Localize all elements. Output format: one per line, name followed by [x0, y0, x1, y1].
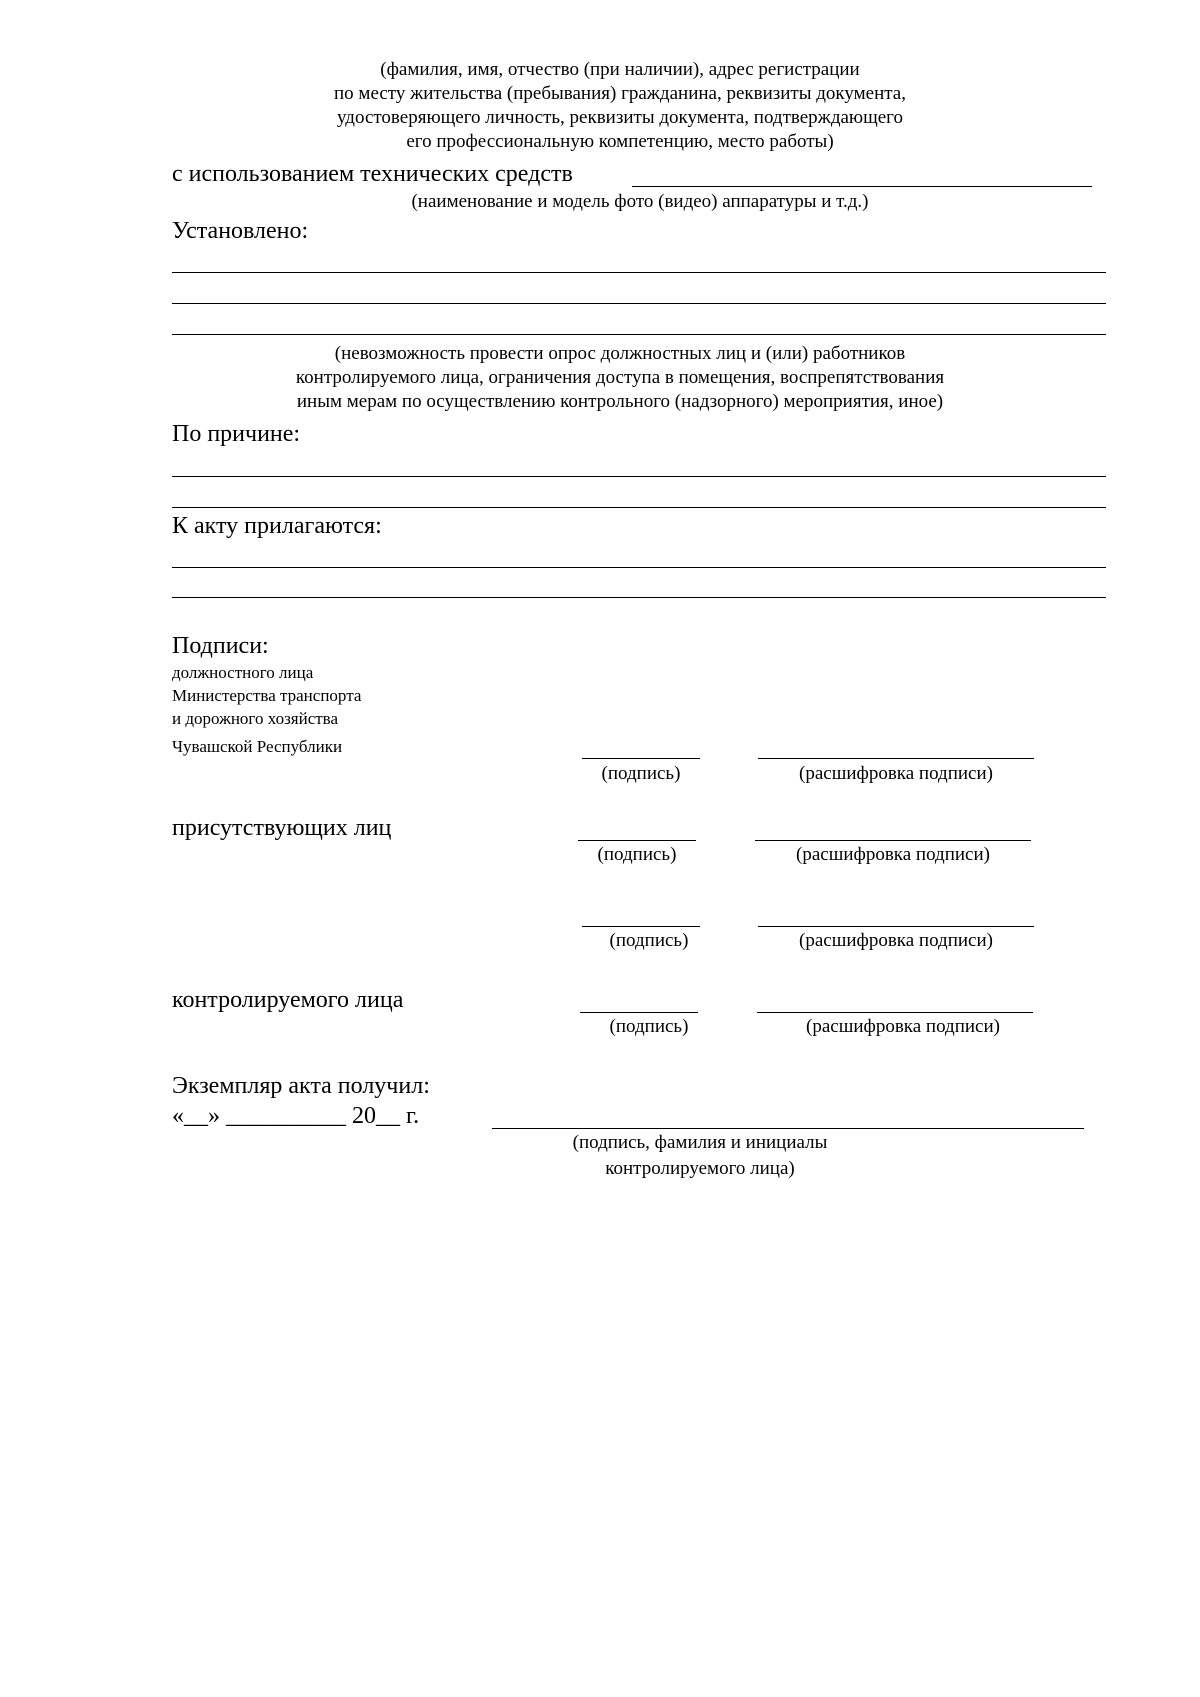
established-caption-line-3: иным мерам по осуществлению контрольного (надзорного) мероприятия, иное) — [296, 391, 944, 412]
signatures-title: Подписи: — [172, 633, 269, 659]
header-caption-line-4: его профессиональную компетенцию, место работы) — [406, 131, 834, 152]
reason-line-2 — [172, 507, 1106, 508]
attachments-label: К акту прилагаются: — [172, 513, 382, 539]
present-decode-line-2 — [758, 926, 1034, 927]
official-decode-line — [758, 758, 1034, 759]
reason-label: По причине: — [172, 421, 301, 447]
official-signature-caption: (подпись) — [601, 763, 681, 784]
official-signature-line — [582, 758, 700, 759]
controlled-signature-line — [580, 1012, 698, 1013]
controlled-signature-caption: (подпись) — [609, 1016, 689, 1037]
receipt-caption-line-1: (подпись, фамилия и инициалы — [572, 1132, 828, 1153]
receipt-caption-line-2: контролируемого лица) — [605, 1158, 795, 1179]
present-signature-line-2 — [582, 926, 700, 927]
official-line-3: и дорожного хозяйства — [172, 709, 339, 728]
present-decode-caption-2: (расшифровка подписи) — [799, 930, 993, 951]
tech-means-line — [632, 186, 1092, 187]
present-signature-caption-2: (подпись) — [609, 930, 689, 951]
receipt-date-line: «__» __________ 20__ г. — [172, 1103, 420, 1129]
attachments-line-2 — [172, 597, 1106, 598]
present-decode-line-1 — [755, 840, 1031, 841]
attachments-line-1 — [172, 567, 1106, 568]
receipt-label: Экземпляр акта получил: — [172, 1073, 430, 1099]
official-decode-caption: (расшифровка подписи) — [799, 763, 993, 784]
controlled-decode-caption: (расшифровка подписи) — [806, 1016, 1000, 1037]
established-label: Установлено: — [172, 218, 309, 244]
established-line-3 — [172, 334, 1106, 335]
established-line-2 — [172, 303, 1106, 304]
established-caption-line-2: контролируемого лица, ограничения доступа в помещения, воспрепятствования — [295, 367, 945, 388]
tech-means-caption: (наименование и модель фото (видео) аппаратуры и т.д.) — [411, 191, 869, 212]
header-caption-line-1: (фамилия, имя, отчество (при наличии), адрес регистрации — [380, 59, 860, 80]
controlled-label: контролируемого лица — [172, 987, 404, 1013]
receipt-signature-line — [492, 1128, 1084, 1129]
official-line-4: Чувашской Республики — [172, 737, 343, 756]
header-caption-line-3: удостоверяющего личность, реквизиты документа, подтверждающего — [337, 107, 903, 128]
controlled-decode-line — [757, 1012, 1033, 1013]
header-caption-line-2: по месту жительства (пребывания) гражданина, реквизиты документа, — [334, 83, 906, 104]
present-decode-caption-1: (расшифровка подписи) — [796, 844, 990, 865]
official-line-1: должностного лица — [172, 663, 314, 682]
tech-means-label: с использованием технических средств — [172, 161, 573, 187]
present-signature-caption-1: (подпись) — [597, 844, 677, 865]
official-line-2: Министерства транспорта — [172, 686, 362, 705]
established-caption-line-1: (невозможность провести опрос должностных лиц и (или) работников — [334, 343, 906, 364]
present-signature-line-1 — [578, 840, 696, 841]
present-label: присутствующих лиц — [172, 815, 392, 841]
established-line-1 — [172, 272, 1106, 273]
reason-line-1 — [172, 476, 1106, 477]
